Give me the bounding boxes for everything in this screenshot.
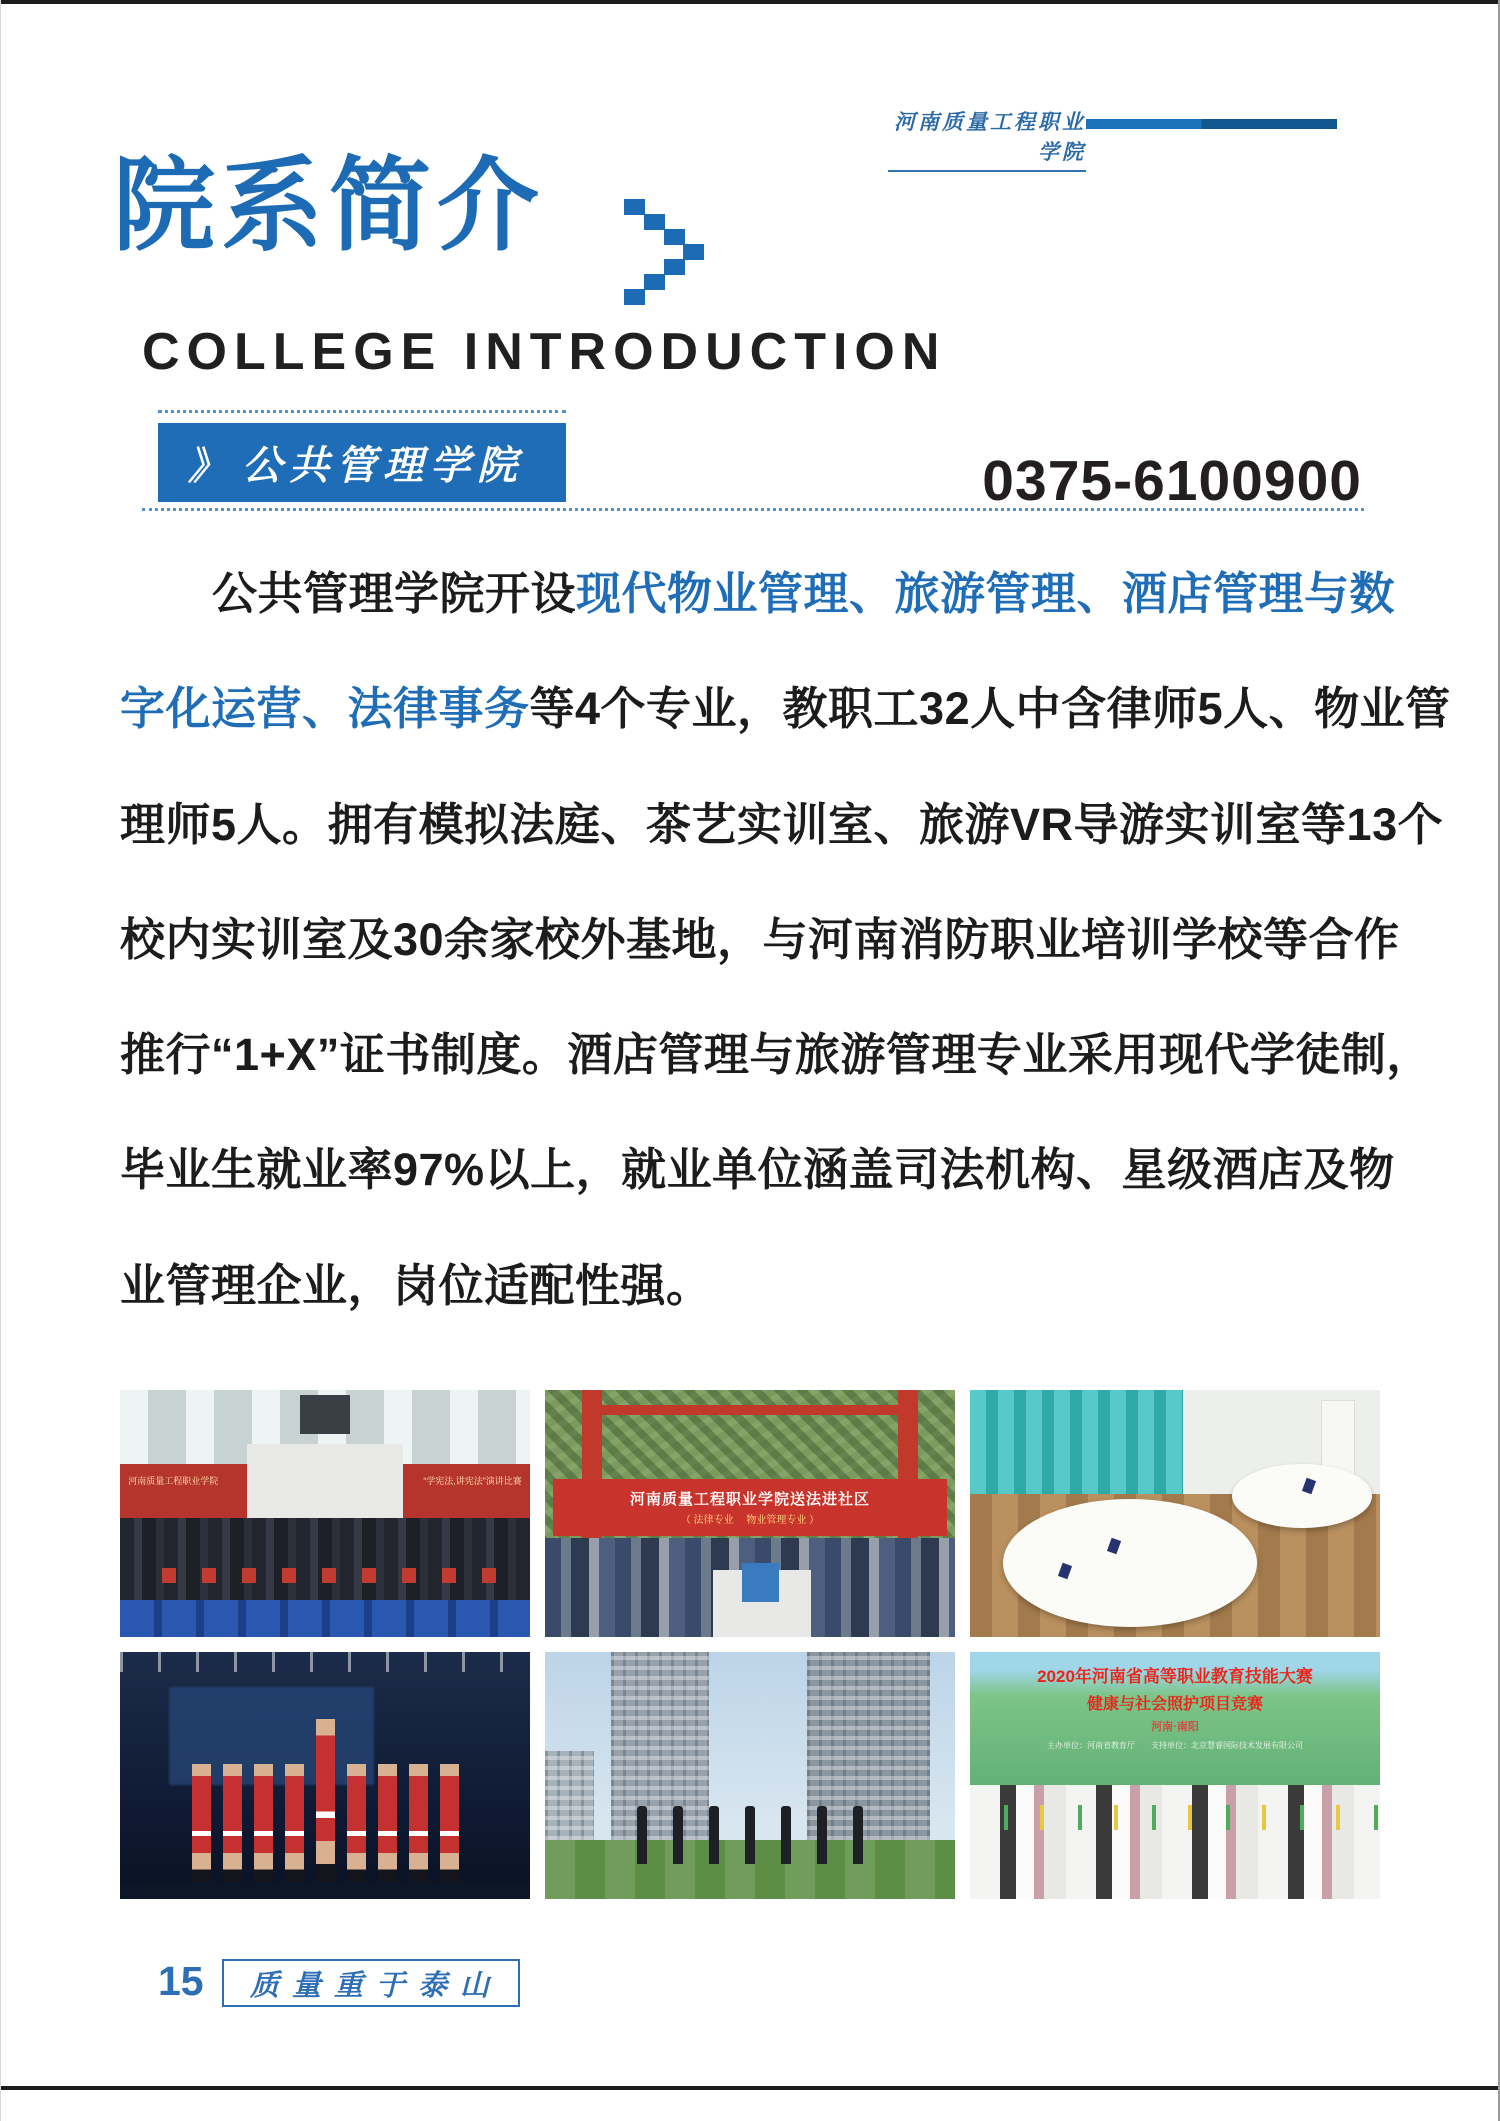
photo2-red-beam (582, 1405, 918, 1415)
photo1-banner-left: 河南质量工程职业学院 (128, 1475, 219, 1486)
department-name: 公共管理学院 (242, 444, 525, 488)
page-number: 15 (158, 1958, 204, 2004)
photo-awards-ceremony (120, 1390, 530, 1637)
photo1-banner-right: “学宪法,讲宪法”演讲比赛 (423, 1475, 522, 1486)
photo-banquet-room (970, 1390, 1380, 1637)
dotted-divider-bottom (142, 508, 1364, 511)
photo-skills-competition (970, 1652, 1380, 1899)
photo3-round-table-back (1232, 1464, 1371, 1528)
photo2-sign-board (742, 1563, 779, 1603)
photo2-banner-text: 河南质量工程职业学院送法进社区 (629, 1491, 870, 1509)
photo6-people-row (970, 1785, 1380, 1899)
paragraph-segment-highlight: 现代物业管理、旅游管理、酒店管理与数 (576, 568, 1396, 619)
page-title-en: COLLEGE INTRODUCTION (142, 323, 947, 381)
paragraph-line (120, 797, 1444, 853)
photo4-red-uniform-row (120, 1719, 530, 1884)
paragraph-line (120, 1142, 1395, 1198)
photo6-green-backdrop (970, 1652, 1380, 1800)
photo-law-outreach (545, 1390, 955, 1637)
page-border-left (0, 0, 1, 2121)
paragraph-segment: 校内实训室及30余家校外基地，与河南消防职业培训学校等合作 (120, 913, 1400, 965)
paragraph-line (120, 566, 1396, 622)
photo-stage-contest (120, 1652, 530, 1899)
paragraph-segment: 毕业生就业率97%以上，就业单位涵盖司法机构、星级酒店及物 (120, 1144, 1395, 1196)
department-banner (158, 423, 566, 502)
motto-text: 质量重于泰山 (250, 1969, 503, 2002)
paragraph-line (120, 681, 1451, 737)
paragraph-line (120, 1027, 1432, 1083)
photo6-banner-organizers: 主办单位：河南省教育厅 支持单位：北京慧睿国际技术发展有限公司 (1047, 1741, 1303, 1750)
photo5-students-row (545, 1806, 955, 1864)
page-border-bottom (0, 2086, 1500, 2090)
paragraph-line (120, 912, 1400, 968)
photo3-round-table-main (1003, 1499, 1257, 1627)
photo1-projector (300, 1395, 349, 1435)
intro-paragraph (120, 566, 1451, 1373)
paragraph-segment: 等4个专业，教职工32人中含律师5人、物业管 (529, 683, 1451, 735)
paragraph-line (120, 1258, 1388, 1314)
paragraph-segment: 公共管理学院开设 (212, 568, 577, 619)
photo-grid (120, 1390, 1380, 1899)
photo1-certificates (136, 1568, 513, 1583)
photo3-teal-curtain (970, 1390, 1183, 1504)
photo2-red-banner (553, 1479, 947, 1536)
dotted-divider-top (158, 410, 566, 413)
pixel-chevron-icon (624, 199, 708, 305)
photo6-banner-title: 2020年河南省高等职业教育技能大赛 (1037, 1667, 1313, 1686)
header-school-name: 河南质量工程职业学院 (888, 106, 1086, 172)
paragraph-segment: 业管理企业，岗位适配性强。 (120, 1259, 712, 1311)
photo6-banner-location: 河南·南阳 (1151, 1721, 1199, 1733)
photo-campus-walk (545, 1652, 955, 1899)
photo6-banner-subtitle: 健康与社会照护项目竞赛 (1086, 1696, 1263, 1713)
photo6-lanyards (970, 1805, 1380, 1830)
photo1-people-row (120, 1518, 530, 1600)
double-chevron-icon: 》 (188, 446, 227, 488)
page-title: 院系简介 (113, 149, 545, 263)
phone-number: 0375-6100900 (982, 449, 1362, 513)
paragraph-segment: 推行“1+X”证书制度。酒店管理与旅游管理专业采用现代学徒制， (120, 1029, 1432, 1080)
header-accent-bar (1086, 119, 1337, 129)
photo4-stage-floor (120, 1882, 530, 1899)
motto-box (222, 1959, 520, 2007)
paragraph-segment-highlight: 字化运营、法律事务 (120, 683, 530, 735)
paragraph-segment: 理师5人。拥有模拟法庭、茶艺实训室、旅游VR导游实训室等13个 (120, 798, 1444, 850)
page-border-top (0, 0, 1500, 4)
photo1-blue-chairs (120, 1600, 530, 1637)
photo2-banner-subtext: （ 法律专业 物业管理专业 ） (680, 1515, 820, 1527)
photo4-stage-lights (120, 1652, 530, 1672)
